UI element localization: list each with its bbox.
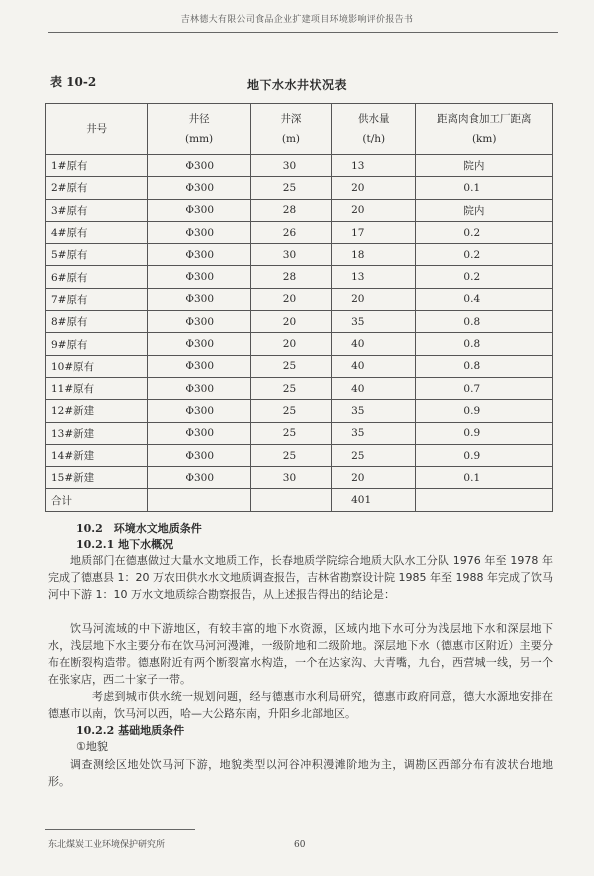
cell-supply: 20: [332, 199, 416, 221]
paragraph-survey-history: 地质部门在德惠做过大量水文地质工作，长春地质学院综合地质大队水工分队 1976 年至 1978 年完成了德惠县 1：20 万农田供水水文地质调查报告，吉林省勘察设计院 1985 年至 1988 年完成了饮马河中下游 1：10 万水文地质综合勘察报告，从上述报告得出的结论是：: [48, 554, 553, 601]
cell-depth: 25: [250, 400, 331, 422]
cell-diameter: Φ300: [148, 311, 250, 333]
cell-depth: 30: [250, 244, 331, 266]
cell-depth: 25: [250, 422, 331, 444]
cell-supply: 20: [332, 288, 416, 310]
cell-well-id: 15#新建: [46, 467, 148, 489]
table-id: 表 10-2: [50, 75, 97, 89]
table-row: [46, 244, 553, 266]
cell-distance: 0.8: [416, 355, 553, 377]
cell-well-id: 7#原有: [46, 288, 148, 310]
table-row: [46, 444, 553, 466]
cell-depth: 30: [250, 155, 331, 177]
cell-distance: 0.2: [416, 244, 553, 266]
cell-supply: 35: [332, 400, 416, 422]
table-total-row: [46, 489, 553, 511]
cell-depth: 25: [250, 177, 331, 199]
cell-distance: 0.2: [416, 221, 553, 243]
cell-depth: 20: [250, 333, 331, 355]
cell-diameter: Φ300: [148, 288, 250, 310]
item-landform: ①地貌: [76, 740, 108, 753]
cell-well-id: 3#原有: [46, 199, 148, 221]
cell-distance: 0.9: [416, 400, 553, 422]
cell-distance: 0.1: [416, 467, 553, 489]
cell-diameter: Φ300: [148, 177, 250, 199]
footer-rule: [45, 829, 195, 830]
cell-diameter: Φ300: [148, 333, 250, 355]
table-row: [46, 333, 553, 355]
cell-well-id: 2#原有: [46, 177, 148, 199]
cell-well-id: 5#原有: [46, 244, 148, 266]
cell-supply: 17: [332, 221, 416, 243]
cell-supply: 40: [332, 333, 416, 355]
cell-depth: 25: [250, 377, 331, 399]
cell-well-id: 8#原有: [46, 311, 148, 333]
table-row: [46, 422, 553, 444]
cell-diameter: Φ300: [148, 444, 250, 466]
cell-supply: 35: [332, 311, 416, 333]
table-row: [46, 467, 553, 489]
cell-distance: 0.9: [416, 444, 553, 466]
cell-distance: 0.1: [416, 177, 553, 199]
paragraph-landform: 调查测绘区地处饮马河下游，地貌类型以河谷冲积漫滩阶地为主，调勘区西部分布有波状台地地形。: [48, 758, 553, 788]
cell-well-id: 13#新建: [46, 422, 148, 444]
cell-depth: 25: [250, 355, 331, 377]
col-header-supply: 供水量 (t/h): [332, 104, 416, 155]
table-row: [46, 377, 553, 399]
cell-distance: 院内: [416, 199, 553, 221]
total-value: 401: [332, 489, 416, 511]
page-number: 60: [294, 840, 306, 850]
cell-diameter: Φ300: [148, 422, 250, 444]
table-title: 地下水水井状况表: [246, 78, 347, 92]
cell-supply: 25: [332, 444, 416, 466]
total-empty-cell: [416, 489, 553, 511]
cell-distance: 0.9: [416, 422, 553, 444]
cell-supply: 13: [332, 266, 416, 288]
cell-supply: 40: [332, 377, 416, 399]
cell-well-id: 11#原有: [46, 377, 148, 399]
total-empty-cell: [148, 489, 250, 511]
cell-diameter: Φ300: [148, 377, 250, 399]
cell-diameter: Φ300: [148, 467, 250, 489]
table-row: [46, 288, 553, 310]
table-row: [46, 311, 553, 333]
cell-diameter: Φ300: [148, 155, 250, 177]
col-header-well-id: 井号: [46, 104, 148, 155]
table-row: [46, 177, 553, 199]
cell-depth: 25: [250, 444, 331, 466]
cell-diameter: Φ300: [148, 221, 250, 243]
cell-well-id: 12#新建: [46, 400, 148, 422]
paragraph-groundwater-distribution: 饮马河流域的中下游地区，有较丰富的地下水资源，区域内地下水可分为浅层地下水和深层地下水，浅层地下水主要分布在饮马河河漫滩，一级阶地和二级阶地。深层地下水（德惠市区附近）主要分布在断裂构造带。德惠附近有两个断裂富水构造，一个在达家沟、大青嘴，九台，西营城一线，另一个在张家店，西二十家子一带。: [48, 622, 553, 686]
cell-supply: 20: [332, 467, 416, 489]
cell-supply: 35: [332, 422, 416, 444]
cell-distance: 院内: [416, 155, 553, 177]
cell-diameter: Φ300: [148, 266, 250, 288]
table-row: [46, 221, 553, 243]
footer-organization: 东北煤炭工业环境保护研究所: [48, 840, 166, 850]
cell-distance: 0.7: [416, 377, 553, 399]
cell-well-id: 14#新建: [46, 444, 148, 466]
col-header-depth: 井深 (m): [250, 104, 331, 155]
table-header-row: [46, 104, 553, 155]
cell-well-id: 10#原有: [46, 355, 148, 377]
table-row: [46, 266, 553, 288]
cell-well-id: 9#原有: [46, 333, 148, 355]
cell-supply: 18: [332, 244, 416, 266]
groundwater-well-table: [45, 103, 553, 512]
section-heading-10-2-2: 10.2.2 基础地质条件: [76, 724, 185, 737]
total-label: 合计: [46, 489, 148, 511]
cell-diameter: Φ300: [148, 244, 250, 266]
cell-diameter: Φ300: [148, 199, 250, 221]
paragraph-water-source-plan: 考虑到城市供水统一规划问题，经与德惠市水利局研究，德惠市政府同意，德大水源地安排在德惠市以南，饮马河以西，哈—大公路东南，升阳乡北部地区。: [48, 690, 553, 720]
cell-distance: 0.8: [416, 311, 553, 333]
cell-distance: 0.2: [416, 266, 553, 288]
table-row: [46, 155, 553, 177]
table-row: [46, 355, 553, 377]
cell-depth: 20: [250, 288, 331, 310]
page-header: 吉林德大有限公司食品企业扩建项目环境影响评价报告书: [180, 15, 414, 25]
cell-distance: 0.4: [416, 288, 553, 310]
section-heading-10-2-1: 10.2.1 地下水概况: [76, 538, 174, 551]
header-rule: [48, 32, 558, 33]
cell-depth: 30: [250, 467, 331, 489]
cell-diameter: Φ300: [148, 355, 250, 377]
cell-supply: 20: [332, 177, 416, 199]
cell-well-id: 6#原有: [46, 266, 148, 288]
cell-depth: 28: [250, 266, 331, 288]
col-header-distance: 距离肉食加工厂距离 (km): [416, 104, 553, 155]
cell-well-id: 1#原有: [46, 155, 148, 177]
table-row: [46, 199, 553, 221]
section-heading-10-2: 10.2 环境水文地质条件: [76, 522, 202, 535]
table-row: [46, 400, 553, 422]
cell-distance: 0.8: [416, 333, 553, 355]
cell-depth: 20: [250, 311, 331, 333]
cell-supply: 40: [332, 355, 416, 377]
total-empty-cell: [250, 489, 331, 511]
col-header-diameter: 井径 (mm): [148, 104, 250, 155]
cell-depth: 26: [250, 221, 331, 243]
cell-well-id: 4#原有: [46, 221, 148, 243]
cell-diameter: Φ300: [148, 400, 250, 422]
cell-supply: 13: [332, 155, 416, 177]
cell-depth: 28: [250, 199, 331, 221]
